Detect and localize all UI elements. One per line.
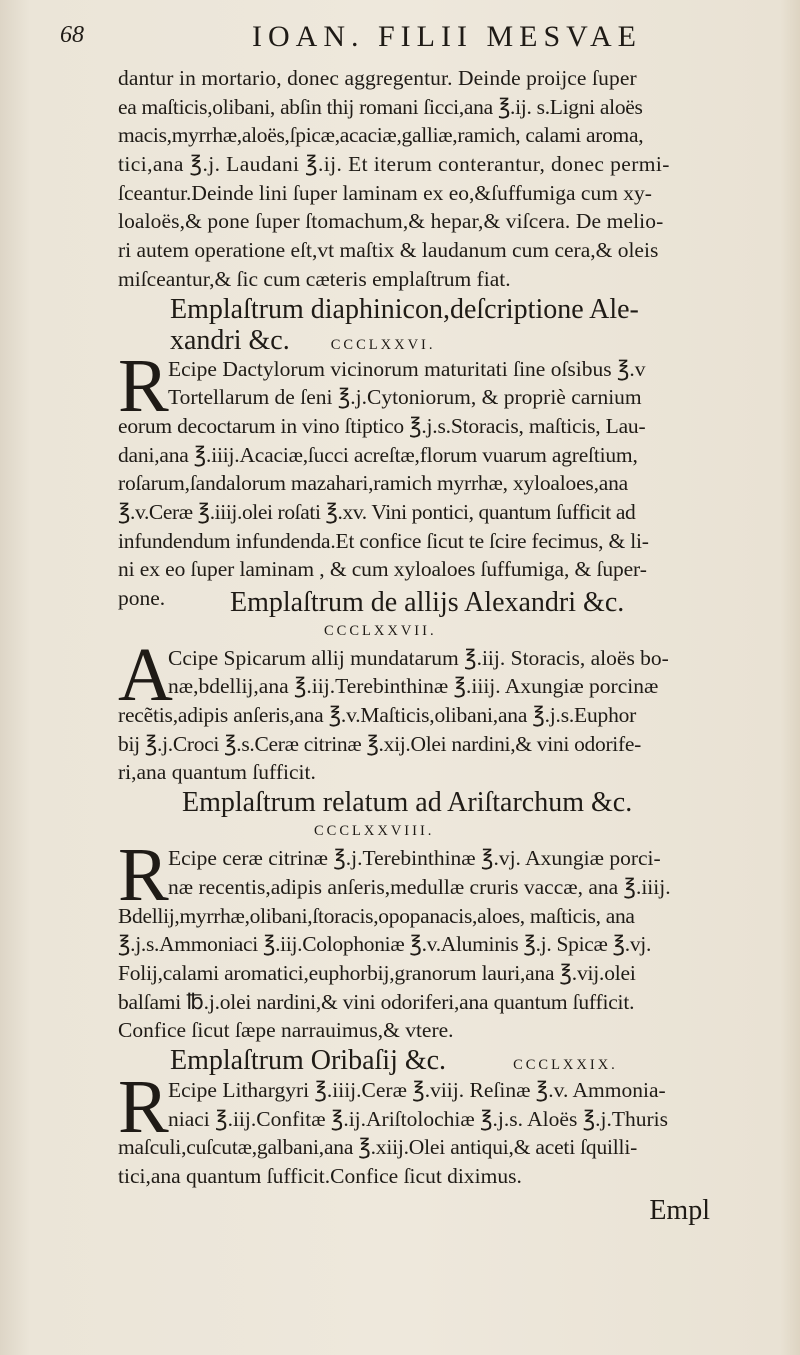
text-line: bij ℥.j.Croci ℥.s.Ceræ citrinæ ℥.xij.Olei nardini,& vini odorife-: [118, 731, 641, 756]
text-line: roſarum,ſandalorum mazahari,ramich myrrhæ, xyloaloes,ana: [118, 471, 628, 496]
text-line: Confice ſicut ſæpe narrauimus,& vtere.: [118, 1018, 454, 1043]
text-line: næ recentis,adipis anſeris,medullæ cruris vaccæ, ana ℥.iiij.: [168, 874, 671, 899]
section-heading: Emplaſtrum relatum ad Ariſtarchum &c.: [182, 787, 633, 819]
catchword: Empl: [649, 1194, 710, 1226]
text-line: Folij,calami aromatici,euphorbij,granorum lauri,ana ℥.vij.olei: [118, 960, 636, 985]
recipe-section: [118, 294, 748, 613]
section-heading-continued: xandri &c.: [170, 324, 290, 356]
section-number: CCCLXXVI.: [330, 336, 436, 353]
section-heading: Emplaſtrum Oribaſij &c.: [170, 1044, 447, 1076]
text-line: dani,ana ℥.iiij.Acaciæ,ſucci acreſtæ,florum vuarum agreſtium,: [118, 442, 638, 467]
text-line: ri autem operatione eſt,vt maſtix & laudanum cum cera,& oleis: [118, 238, 659, 263]
drop-cap: R: [118, 833, 169, 918]
text-line: niaci ℥.iij.Confitæ ℥.ij.Ariſtolochiæ ℥.j.s. Aloës ℥.j.Thuris: [168, 1106, 668, 1131]
recipe-section: [118, 587, 748, 787]
page-number: 68: [60, 22, 84, 48]
text-line: infundendum infundenda.Et confice ſicut te ſcire fecimus, & li-: [118, 528, 649, 553]
text-line: ni ex eo ſuper laminam , & cum xyloaloes ſuffumiga, & ſuper-: [118, 557, 647, 582]
drop-cap: R: [118, 1064, 169, 1149]
section-heading: Emplaſtrum diaphinicon,deſcriptione Ale-: [170, 293, 639, 325]
section-heading: Emplaſtrum de allijs Alexandri &c.: [230, 586, 625, 618]
text-line: recẽtis,adipis anſeris,ana ℥.v.Maſticis,olibani,ana ℥.j.s.Euphor: [118, 703, 637, 728]
running-title: IOAN. FILII MESVAE: [252, 20, 642, 53]
intro-paragraph: [118, 64, 748, 294]
running-head: [60, 22, 750, 58]
drop-cap: R: [118, 343, 169, 428]
text-line: pone.: [118, 586, 166, 611]
text-line: tici,ana quantum ſufficit.Confice ſicut diximus.: [118, 1164, 522, 1189]
text-line: ea maſticis,olibani, abſin thij romani ſicci,ana ℥.ij. s.Ligni aloës: [118, 94, 643, 119]
text-line: dantur in mortario, donec aggregentur. Deinde proijce ſuper: [118, 66, 637, 90]
text-line: miſceantur,& ſic cum cæteris emplaſtrum fiat.: [118, 266, 511, 291]
text-line: loaloës,& pone ſuper ſtomachum,& hepar,& viſcera. De melio-: [118, 209, 664, 234]
section-number: CCCLXXVII.: [324, 622, 437, 639]
text-line: Ccipe Spicarum allij mundatarum ℥.iij. Storacis, aloës bo-: [168, 645, 669, 670]
recipe-section: [118, 787, 748, 1045]
section-number: CCCLXXVIII.: [314, 823, 435, 840]
text-line: Tortellarum de ſeni ℥.j.Cytoniorum, & propriè carnium: [168, 385, 642, 410]
text-line: Ecipe Dactylorum vicinorum maturitati ſine oſsibus ℥.v: [168, 356, 646, 381]
text-line: ſceantur.Deinde lini ſuper laminam ex eo,&ſuffumiga cum xy-: [118, 180, 652, 205]
text-line: tici,ana ℥.j. Laudani ℥.ij. Et iterum conterantur, donec permi-: [118, 152, 670, 177]
text-line: ri,ana quantum ſufficit.: [118, 760, 316, 785]
text-line: Ecipe ceræ citrinæ ℥.j.Terebinthinæ ℥.vj. Axungiæ porci-: [168, 846, 661, 871]
text-line: Bdellij,myrrhæ,olibani,ſtoracis,opopanacis,aloes, maſticis, ana: [118, 903, 635, 928]
text-line: næ,bdellij,ana ℥.iij.Terebinthinæ ℥.iiij. Axungiæ porcinæ: [168, 674, 659, 699]
text-line: maſculi,cuſcutæ,galbani,ana ℥.xiij.Olei antiqui,& aceti ſquilli-: [118, 1135, 638, 1160]
section-number: CCCLXXIX.: [513, 1056, 618, 1073]
text-line: ℥.v.Ceræ ℥.iiij.olei roſati ℥.xv. Vini pontici, quantum ſufficit ad: [118, 499, 636, 524]
recipe-section: [118, 1045, 748, 1191]
drop-cap: A: [118, 632, 173, 717]
text-line: balſami ℔.j.olei nardini,& vini odoriferi,ana quantum ſufficit.: [118, 989, 635, 1014]
text-line: Ecipe Lithargyri ℥.iiij.Ceræ ℥.viij. Reſinæ ℥.v. Ammonia-: [168, 1077, 666, 1102]
text-line: ℥.j.s.Ammoniaci ℥.iij.Colophoniæ ℥.v.Aluminis ℥.j. Spicæ ℥.vj.: [118, 932, 652, 957]
page-body: [118, 64, 748, 1231]
text-line: macis,myrrhæ,aloës,ſpicæ,acaciæ,galliæ,ramich, calami aroma,: [118, 123, 644, 148]
text-line: eorum decoctarum in vino ſtiptico ℥.j.s.Storacis, maſticis, Lau-: [118, 413, 646, 438]
